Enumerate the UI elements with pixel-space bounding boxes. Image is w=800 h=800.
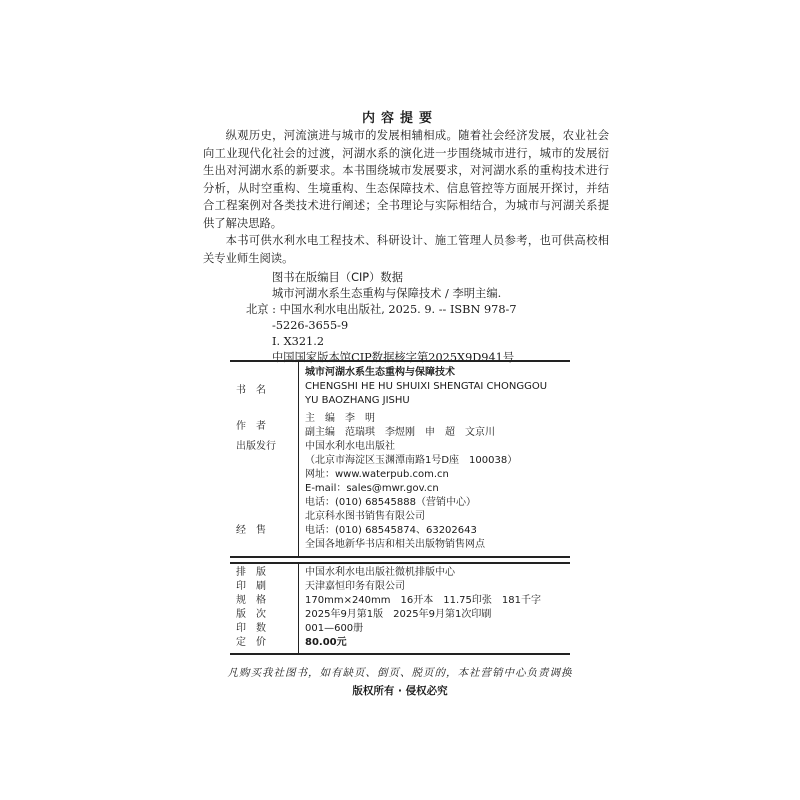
distributor-phone: 电话：(010) 68545874、63202643 (305, 525, 477, 536)
table-row (230, 412, 570, 440)
distributor-network: 全国各地新华书店和相关出版物销售网点 (305, 539, 485, 550)
specification: 170mm×240mm 16开本 11.75印张 181千字 (305, 595, 541, 606)
book-title-pinyin: CHENGSHI HE HU SHUIXI SHENGTAI CHONGGOU (305, 381, 548, 392)
table-row (230, 440, 570, 510)
author-deputy: 副主编 范瑞琪 李煜刚 申 超 文京川 (305, 427, 495, 438)
summary-paragraph: 本书可供水利水电工程技术、科研设计、施工管理人员参考，也可供高校相关专业师生阅读。 (203, 234, 609, 265)
row-label: 定 价 (236, 637, 266, 648)
cip-line: 中国国家版本馆CIP数据核字第2025X9D941号 (272, 351, 515, 364)
printer: 天津嘉恒印务有限公司 (305, 581, 405, 592)
cip-line: -5226-3655-9 (272, 319, 349, 332)
summary-body (203, 127, 609, 267)
cip-line: 北京 : 中国水利水电出版社, 2025. 9. -- ISBN 978-7 (246, 303, 517, 316)
publisher-website: 网址：www.waterpub.com.cn (305, 469, 449, 480)
row-label: 印 数 (236, 623, 266, 634)
table-row (230, 563, 570, 580)
typesetter: 中国水利水电出版社微机排版中心 (299, 563, 571, 580)
table-row (230, 636, 570, 654)
summary-title: 内容提要 (361, 111, 438, 126)
table-row (230, 361, 570, 412)
distributor: 北京科水图书销售有限公司 (305, 511, 425, 522)
replacement-note: 凡购买我社图书，如有缺页、倒页、脱页的，本社营销中心负责调换 (227, 667, 573, 679)
row-label: 作 者 (236, 421, 266, 432)
table-row (230, 580, 570, 594)
author-chief: 主 编 李 明 (305, 413, 375, 424)
row-label: 经 售 (236, 525, 266, 536)
table-row (230, 594, 570, 608)
summary-paragraph: 纵观历史，河流演进与城市的发展相辅相成。随着社会经济发展，农业社会向工业现代化社会的过渡，河湖水系的演化进一步围绕城市进行，城市的发展衍生出对河湖水系的新要求。本书围绕城市发展要求，对河湖水系的重构技术进行分析，从时空重构、生境重构、生态保障技术、信息管控等方面展开探讨，并结合工程案例对各类技术进行阐述；全书理论与实际相结合，为城市与河湖关系提供了解决思路。 (203, 129, 609, 230)
price: 80.00元 (299, 636, 571, 654)
cip-block (246, 270, 566, 366)
edition: 2025年9月第1版 2025年9月第1次印刷 (305, 609, 492, 620)
table-row (230, 510, 570, 557)
row-label: 印 刷 (236, 581, 266, 592)
book-title-pinyin: YU BAOZHANG JISHU (305, 395, 410, 406)
publication-info-table (230, 360, 570, 655)
table-row (230, 622, 570, 636)
publisher: 中国水利水电出版社 (305, 441, 395, 452)
cip-heading: 图书在版编目（CIP）数据 (272, 271, 404, 284)
publisher-address: （北京市海淀区玉渊潭南路1号D座 100038） (305, 455, 518, 466)
cip-line: 城市河湖水系生态重构与保障技术 / 李明主编. (272, 287, 502, 300)
book-title: 城市河湖水系生态重构与保障技术 (305, 367, 455, 378)
row-label: 规 格 (236, 595, 266, 606)
row-label: 书 名 (236, 385, 266, 396)
row-label: 排 版 (236, 567, 266, 578)
copyright-notice: 版权所有 · 侵权必究 (352, 685, 448, 697)
publisher-phone: 电话：(010) 68545888（营销中心） (305, 497, 476, 508)
row-label: 出版发行 (236, 441, 276, 452)
publisher-email: E-mail：sales@mwr.gov.cn (305, 483, 439, 494)
cip-line: Ⅰ. X321.2 (272, 335, 325, 348)
table-row (230, 608, 570, 622)
row-label: 版 次 (236, 609, 266, 620)
print-run: 001—600册 (305, 623, 364, 634)
